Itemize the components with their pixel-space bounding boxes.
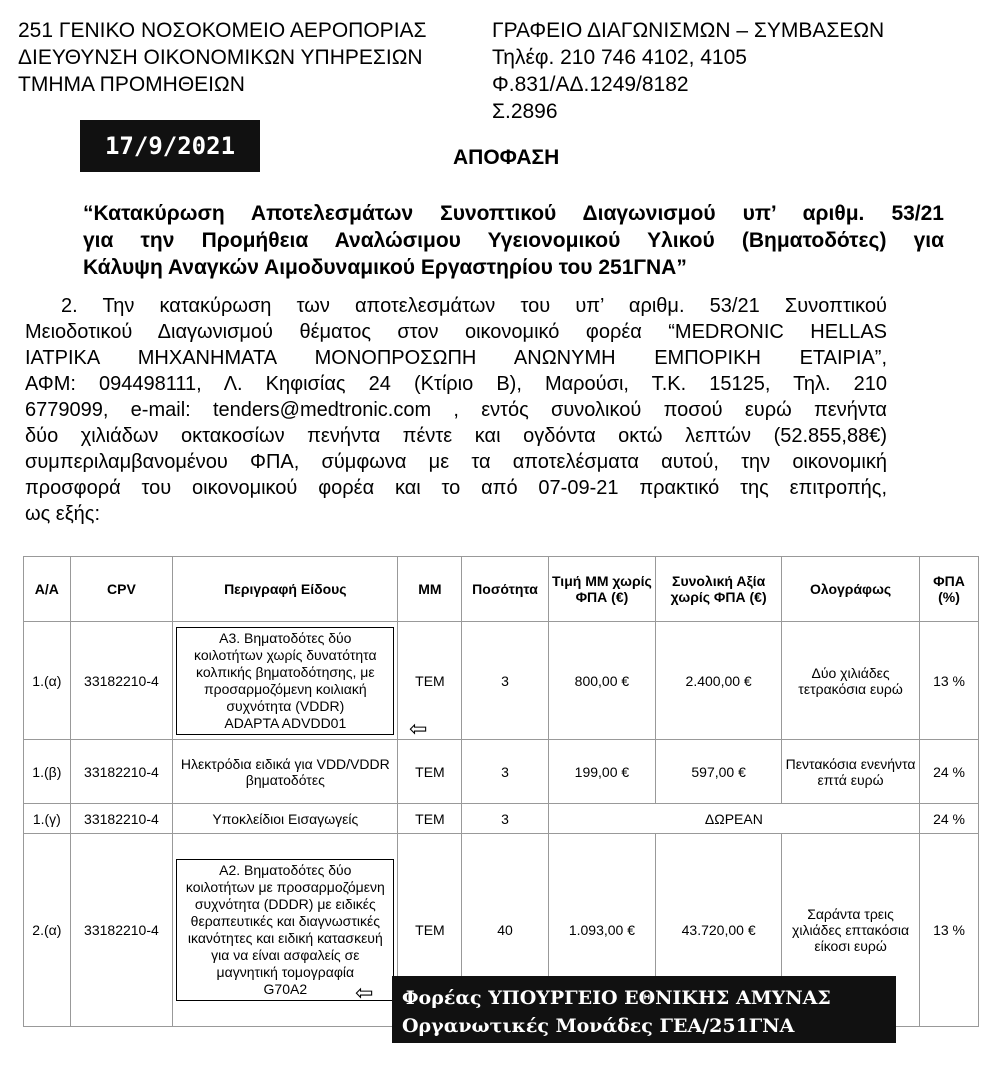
- description-text: Α2. Βηματοδότες δύο κοιλοτήτων με προσαρμοζόμενη συχνότητα (DDDR) με ειδικές θεραπευτικές και διαγνωστικές ικανότητες και ειδική κατασκευή για να είναι ασφαλείς σε μαγνητική τομογραφία: [185, 862, 385, 980]
- header-unit: ΜΜ: [398, 557, 462, 622]
- paragraph-line: ως εξής:: [25, 503, 100, 525]
- paragraph-line: συμπεριλαμβανομένου ΦΠΑ, σύμφωνα με τα αποτελέσματα αυτού, την οικονομική: [25, 451, 887, 473]
- header-quantity: Ποσότητα: [462, 557, 548, 622]
- header-total: Συνολική Αξία χωρίς ΦΠΑ (€): [656, 557, 782, 622]
- paragraph-line: δύο χιλιάδων οκτακοσίων πενήντα πέντε και ογδόντα οκτώ λεπτών (52.855,88€): [25, 425, 887, 447]
- cell-unit: ΤΕΜ: [398, 622, 462, 740]
- paragraph-line: ΑΦΜ: 094498111, Λ. Κηφισίας 24 (Κτίριο Β), Μαρούσι, Τ.Κ. 15125, Τηλ. 210: [25, 373, 887, 395]
- cell-quantity: 3: [462, 622, 548, 740]
- issuer-line: 251 ΓΕΝΙΚΟ ΝΟΣΟΚΟΜΕΙΟ ΑΕΡΟΠΟΡΙΑΣ: [18, 19, 427, 42]
- cell-vat: 24 %: [920, 804, 979, 834]
- header-unit-price: Τιμή ΜΜ χωρίς ΦΠΑ (€): [548, 557, 656, 622]
- cell-cpv: 33182210-4: [70, 622, 173, 740]
- cell-quantity: 40: [462, 834, 548, 1027]
- cell-in-words: Σαράντα τρεις χιλιάδες επτακόσια είκοσι ευρώ: [782, 834, 920, 1027]
- cell-in-words: Δύο χιλιάδες τετρακόσια ευρώ: [782, 622, 920, 740]
- cell-description: [173, 622, 428, 741]
- left-arrow-icon: ⇦: [355, 980, 374, 1005]
- date-stamp: 17/9/2021: [80, 120, 260, 172]
- description-code: G70A2: [263, 981, 308, 997]
- authority-banner: [392, 976, 896, 1043]
- cell-total: 43.720,00 €: [656, 834, 782, 1027]
- subject-line: Κάλυψη Αναγκών Αιμοδυναμικού Εργαστηρίου του 251ΓΝΑ”: [83, 256, 687, 279]
- decision-subject: [83, 200, 944, 281]
- header-aa: Α/Α: [24, 557, 71, 622]
- cell-free-of-charge: ΔΩΡΕΑΝ: [548, 804, 919, 834]
- cell-unit: ΤΕΜ: [398, 804, 462, 834]
- paragraph-line: ΙΑΤΡΙΚΑ ΜΗΧΑΝΗΜΑΤΑ ΜΟΝΟΠΡΟΣΩΠΗ ΑΝΩΝΥΜΗ ΕΜΠΟΡΙΚΗ ΕΤΑΙΡΙΑ”,: [25, 347, 887, 369]
- description-code: ADAPTA ADVDD01: [224, 714, 347, 731]
- paragraph-line: Μειοδοτικού Διαγωνισμού θέματος στον οικονομικό φορέα “MEDRONIC HELLAS: [25, 321, 887, 343]
- banner-line: Οργανωτικές Μονάδες ΓΕΑ/251ΓΝΑ: [402, 1015, 795, 1037]
- banner-line: Φορέας ΥΠΟΥΡΓΕΙΟ ΕΘΝΙΚΗΣ ΑΜΥΝΑΣ: [402, 987, 831, 1009]
- table-row: [24, 622, 979, 740]
- header-description: Περιγραφή Είδους: [173, 557, 398, 622]
- cell-in-words: Πεντακόσια ενενήντα επτά ευρώ: [782, 740, 920, 804]
- decision-paragraph: [25, 293, 887, 527]
- cell-aa: 1.(γ): [24, 804, 71, 834]
- description-box: [176, 859, 394, 1005]
- cell-description: [173, 834, 398, 1027]
- issuer-line: ΔΙΕΥΘΥΝΣΗ ΟΙΚΟΝΟΜΙΚΩΝ ΥΠΗΡΕΣΙΩΝ: [18, 46, 423, 69]
- table-row: [24, 740, 979, 804]
- cell-unit: ΤΕΜ: [398, 740, 462, 804]
- cell-total: 597,00 €: [656, 740, 782, 804]
- cell-unit: ΤΕΜ: [398, 834, 462, 1027]
- issuer-block: [18, 17, 427, 98]
- paragraph-line: 2. Την κατακύρωση των αποτελεσμάτων του υπ’ αριθμ. 53/21 Συνοπτικού: [61, 295, 887, 317]
- cell-description: Υποκλείδιοι Εισαγωγείς: [173, 804, 398, 834]
- left-arrow-icon: ⇦: [409, 715, 428, 741]
- cell-aa: 1.(α): [24, 622, 71, 740]
- office-line: Σ.2896: [492, 100, 558, 123]
- subject-line: “Κατακύρωση Αποτελεσμάτων Συνοπτικού Διαγωνισμού υπ’ αριθμ. 53/21: [83, 202, 944, 225]
- paragraph-line: προσφορά του οικονομικού φορέα και το από 07-09-21 πρακτικό της επιτροπής,: [25, 477, 887, 499]
- office-block: [492, 17, 884, 125]
- cell-quantity: 3: [462, 740, 548, 804]
- cell-cpv: 33182210-4: [70, 834, 173, 1027]
- office-line: Τηλέφ. 210 746 4102, 4105: [492, 46, 747, 69]
- cell-aa: 2.(α): [24, 834, 71, 1027]
- cell-unit-price: 199,00 €: [548, 740, 656, 804]
- table-header-row: [24, 557, 979, 622]
- cell-description: Ηλεκτρόδια ειδικά για VDD/VDDR βηματοδότες: [173, 740, 398, 804]
- subject-line: για την Προμήθεια Αναλώσιμου Υγειονομικού Υλικού (Βηματοδότες) για: [83, 229, 944, 252]
- table-row: [24, 804, 979, 834]
- cell-quantity: 3: [462, 804, 548, 834]
- cell-vat: 13 %: [920, 622, 979, 740]
- cell-vat: 24 %: [920, 740, 979, 804]
- cell-unit-price: 800,00 €: [548, 622, 656, 740]
- paragraph-line: 6779099, e-mail: tenders@medtronic.com , εντός συνολικού ποσού ευρώ πενήντα: [25, 399, 887, 421]
- cell-aa: 1.(β): [24, 740, 71, 804]
- header-in-words: Ολογράφως: [782, 557, 920, 622]
- cell-cpv: 33182210-4: [70, 740, 173, 804]
- description-box: [176, 627, 428, 741]
- issuer-line: ΤΜΗΜΑ ΠΡΟΜΗΘΕΙΩΝ: [18, 73, 245, 96]
- document-title: ΑΠΟΦΑΣΗ: [453, 146, 560, 169]
- cell-unit-price: 1.093,00 €: [548, 834, 656, 1027]
- header-cpv: CPV: [70, 557, 173, 622]
- office-line: Φ.831/ΑΔ.1249/8182: [492, 73, 689, 96]
- cell-cpv: 33182210-4: [70, 804, 173, 834]
- description-text: Α3. Βηματοδότες δύο κοιλοτήτων χωρίς δυνατότητα κολπικής βηματοδότησης, με προσαρμοζόμενη κοιλιακή συχνότητα (VDDR): [194, 629, 377, 714]
- cell-vat: 13 %: [920, 834, 979, 1027]
- items-table: [23, 556, 979, 1027]
- header-vat: ΦΠΑ (%): [920, 557, 979, 622]
- cell-total: 2.400,00 €: [656, 622, 782, 740]
- office-line: ΓΡΑΦΕΙΟ ΔΙΑΓΩΝΙΣΜΩΝ – ΣΥΜΒΑΣΕΩΝ: [492, 19, 885, 42]
